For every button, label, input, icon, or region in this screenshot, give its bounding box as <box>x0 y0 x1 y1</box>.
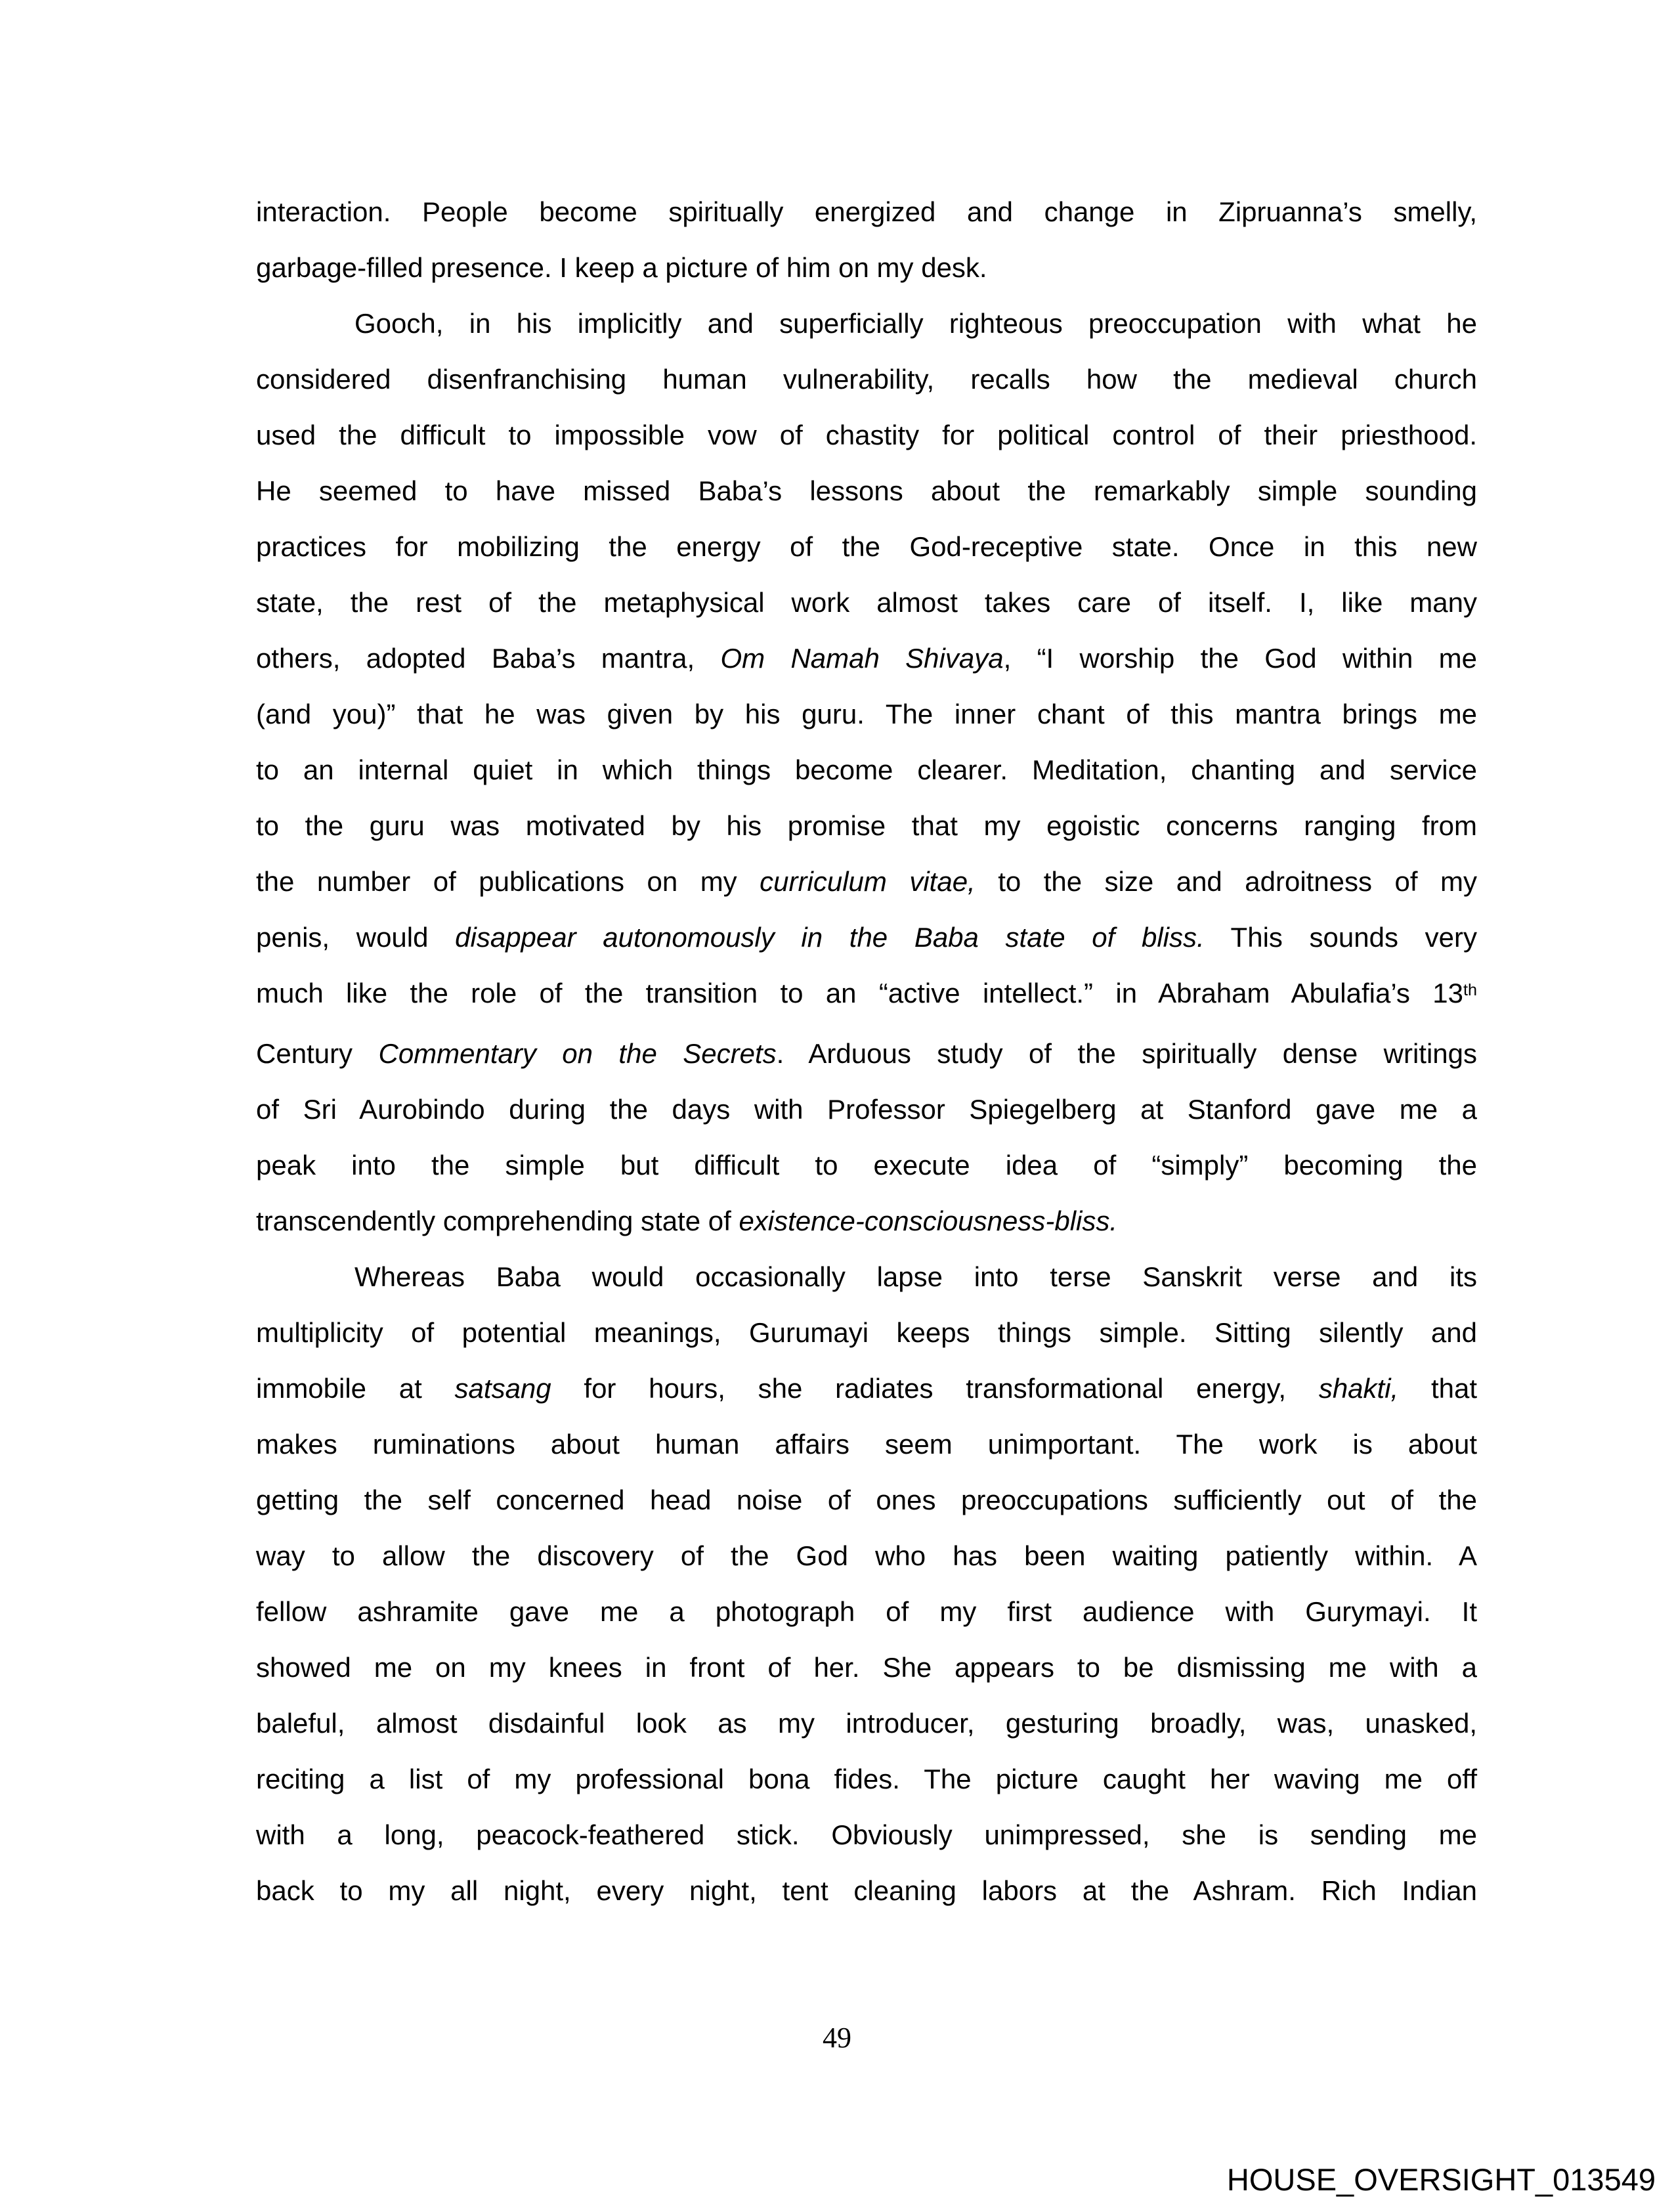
body-text <box>256 184 1477 1919</box>
text-run: peak into the simple but difficult to execute idea of “simply” becoming the <box>256 1150 1477 1181</box>
text-run: interaction. People become spiritually energized and change in Zipruanna’s smelly, <box>256 196 1477 227</box>
text-run: fellow ashramite gave me a photograph of my first audience with Gurymayi. It <box>256 1596 1477 1627</box>
text-run: back to my all night, every night, tent cleaning labors at the Ashram. Rich Indian <box>256 1875 1477 1906</box>
text-run: used the difficult to impossible vow of chastity for political control of their priesthood. <box>256 420 1477 450</box>
text-run: for hours, she radiates transformational energy, <box>551 1373 1319 1404</box>
text-line <box>256 1807 1477 1863</box>
text-run: with a long, peacock-feathered stick. Obviously unimpressed, she is sending me <box>256 1819 1477 1850</box>
text-line <box>256 351 1477 407</box>
text-line <box>256 798 1477 854</box>
text-run: way to allow the discovery of the God who has been waiting patiently within. A <box>256 1540 1477 1571</box>
text-line <box>256 630 1477 686</box>
text-line <box>256 1472 1477 1528</box>
text-run: of Sri Aurobindo during the days with Professor Spiegelberg at Stanford gave me a <box>256 1094 1477 1125</box>
text-line <box>256 1026 1477 1081</box>
text-line <box>256 240 1477 295</box>
paragraph <box>256 184 1477 295</box>
text-run: multiplicity of potential meanings, Gurumayi keeps things simple. Sitting silently and <box>256 1317 1477 1348</box>
text-line <box>256 1528 1477 1584</box>
italic-text-run: satsang <box>454 1373 551 1404</box>
text-line <box>256 407 1477 463</box>
text-line <box>256 184 1477 240</box>
text-run: getting the self concerned head noise of ones preoccupations sufficiently out of the <box>256 1485 1477 1515</box>
text-line <box>256 1751 1477 1807</box>
text-run: showed me on my knees in front of her. She appears to be dismissing me with a <box>256 1652 1477 1683</box>
text-line <box>256 1249 1477 1305</box>
text-run: others, adopted Baba’s mantra, <box>256 643 721 674</box>
text-line <box>256 1360 1477 1416</box>
text-run: . Arduous study of the spiritually dense writings <box>776 1038 1477 1069</box>
text-run: to the guru was motivated by his promise that my egoistic concerns ranging from <box>256 810 1477 841</box>
text-run: , “I worship the God within me <box>1003 643 1477 674</box>
text-run: state, the rest of the metaphysical work almost takes care of itself. I, like many <box>256 587 1477 618</box>
text-line <box>256 686 1477 742</box>
text-run: considered disenfranchising human vulnerability, recalls how the medieval church <box>256 364 1477 395</box>
text-run: baleful, almost disdainful look as my introducer, gesturing broadly, was, unasked, <box>256 1708 1477 1739</box>
text-run: to an internal quiet in which things become clearer. Meditation, chanting and service <box>256 754 1477 785</box>
text-line <box>256 1305 1477 1360</box>
text-run: Century <box>256 1038 379 1069</box>
italic-text-run: Om Namah Shivaya <box>720 643 1004 674</box>
page-number: 49 <box>823 2022 851 2054</box>
bates-stamp: HOUSE_OVERSIGHT_013549 <box>1226 2162 1656 2197</box>
text-line <box>256 965 1477 1026</box>
paragraph <box>256 295 1477 1249</box>
text-run: Whereas Baba would occasionally lapse into terse Sanskrit verse and its <box>354 1261 1477 1292</box>
text-line <box>256 1584 1477 1639</box>
text-run: transcendently comprehending state of <box>256 1205 739 1236</box>
italic-text-run: Commentary on the Secrets <box>378 1038 777 1069</box>
text-line <box>256 463 1477 519</box>
italic-text-run: shakti, <box>1318 1373 1399 1404</box>
text-run: (and you)” that he was given by his guru. The inner chant of this mantra brings me <box>256 699 1477 729</box>
paragraph <box>256 1249 1477 1919</box>
text-line <box>256 1863 1477 1919</box>
text-line <box>256 909 1477 965</box>
text-run: that <box>1398 1373 1477 1404</box>
superscript-text-run: th <box>1463 980 1477 999</box>
text-run: the number of publications on my <box>256 866 760 897</box>
italic-text-run: curriculum vitae, <box>760 866 976 897</box>
text-line <box>256 1639 1477 1695</box>
text-line <box>256 1081 1477 1137</box>
text-run: penis, would <box>256 922 456 953</box>
text-run: practices for mobilizing the energy of the God-receptive state. Once in this new <box>256 531 1477 562</box>
text-run: makes ruminations about human affairs seem unimportant. The work is about <box>256 1429 1477 1460</box>
text-line <box>256 1416 1477 1472</box>
italic-text-run: disappear autonomously in the Baba state of bliss. <box>455 922 1205 953</box>
text-line <box>256 519 1477 575</box>
text-line <box>256 854 1477 909</box>
text-line <box>256 295 1477 351</box>
text-run: to the size and adroitness of my <box>975 866 1477 897</box>
text-run: This sounds very <box>1204 922 1477 953</box>
text-line <box>256 742 1477 798</box>
text-run: garbage-filled presence. I keep a picture of him on my desk. <box>256 252 987 283</box>
text-run: much like the role of the transition to an “active intellect.” in Abraham Abulafia’s 13 <box>256 978 1463 1008</box>
text-run: reciting a list of my professional bona fides. The picture caught her waving me off <box>256 1764 1477 1794</box>
text-line <box>256 1695 1477 1751</box>
text-run: He seemed to have missed Baba’s lessons about the remarkably simple sounding <box>256 475 1477 506</box>
text-line <box>256 575 1477 630</box>
text-run: immobile at <box>256 1373 455 1404</box>
text-run: Gooch, in his implicitly and superficially righteous preoccupation with what he <box>354 308 1477 339</box>
text-line <box>256 1137 1477 1193</box>
text-line <box>256 1193 1477 1249</box>
italic-text-run: existence-consciousness-bliss. <box>739 1205 1118 1236</box>
